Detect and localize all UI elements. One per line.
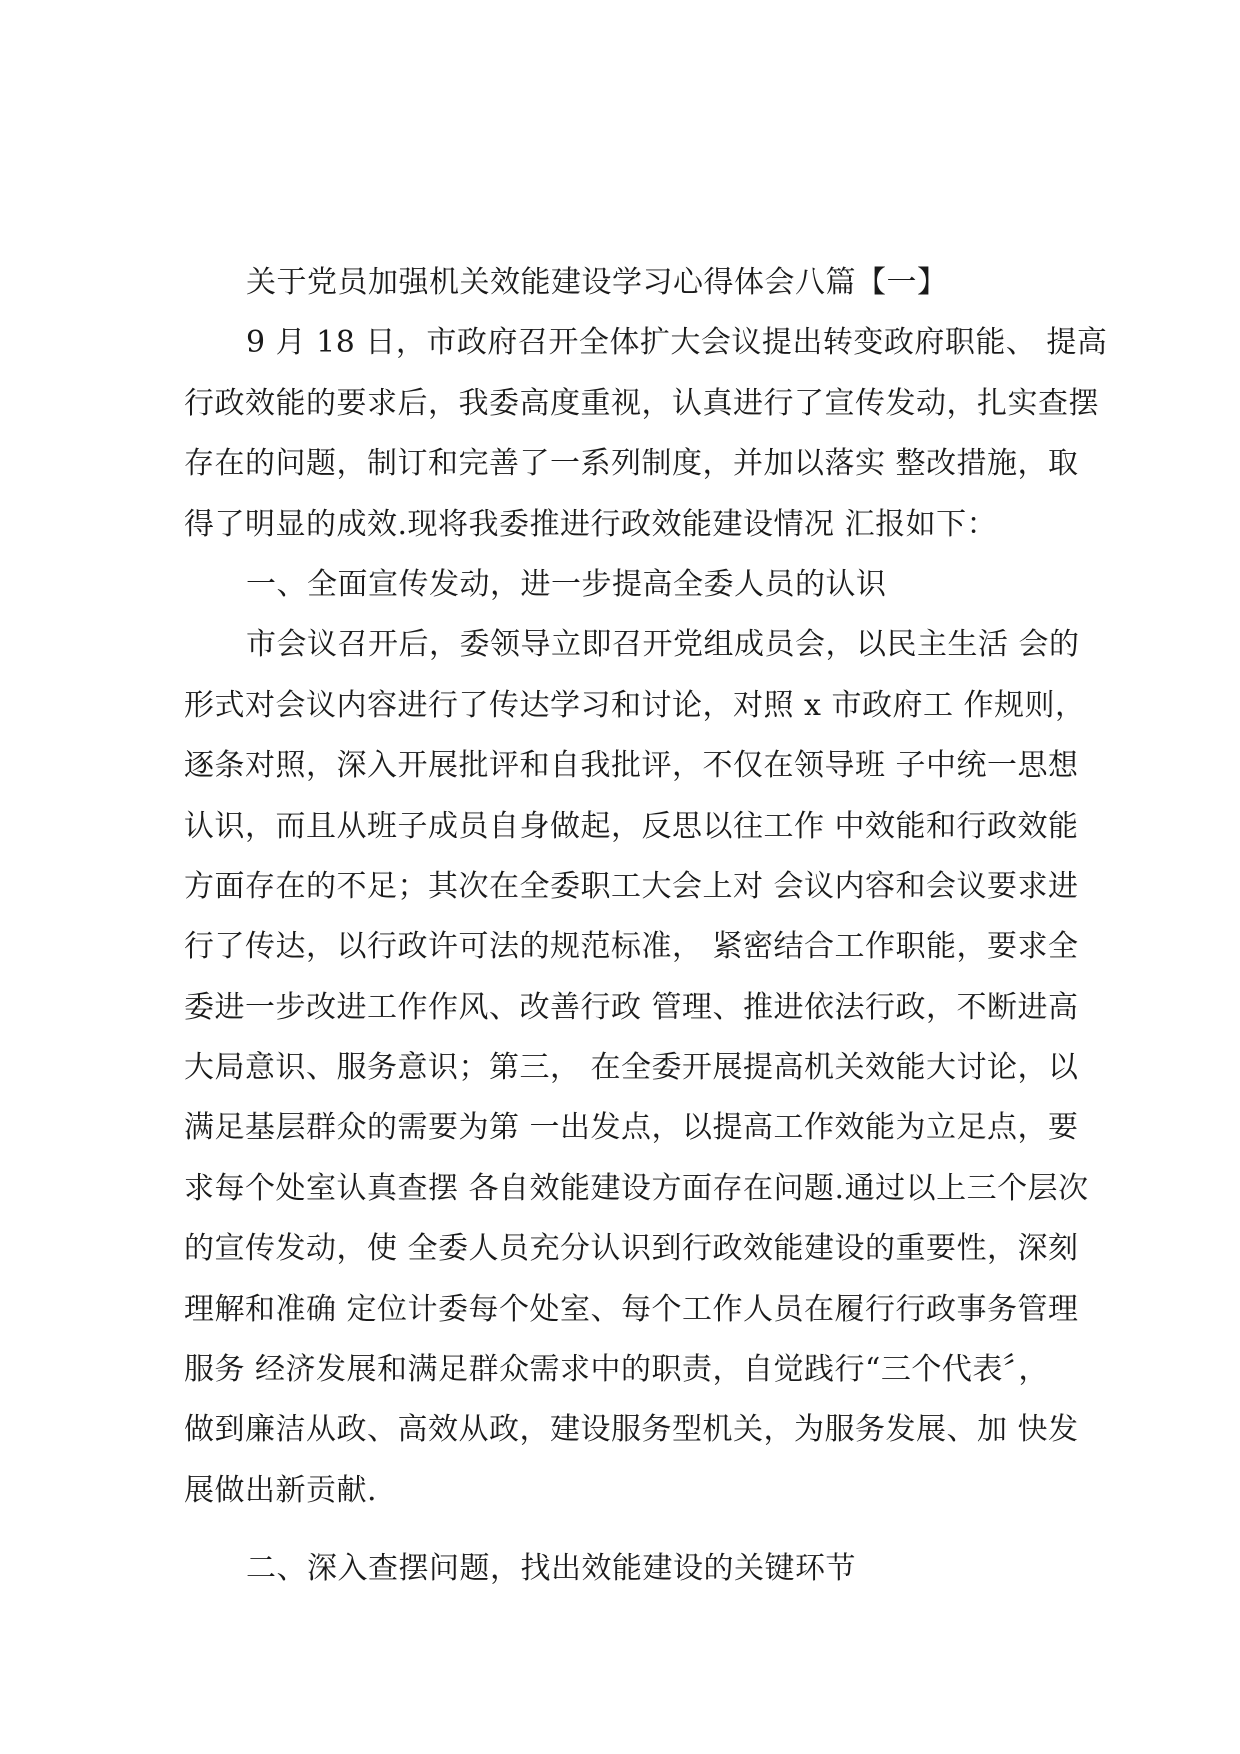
paragraph-line: 形式对会议内容进行了传达学习和讨论，对照 x 市政府工 作规则，: [184, 687, 1086, 723]
paragraph-line: 服务 经济发展和满足群众需求中的职责，自觉践行“三个代表〞，: [184, 1352, 1049, 1388]
section-heading-one: 一、全面宣传发动，进一步提高全委人员的认识: [246, 566, 887, 602]
paragraph-line: 大局意识、服务意识；第三， 在全委开展提高机关效能大讨论，以: [184, 1050, 1079, 1086]
paragraph-line: 行政效能的要求后，我委高度重视，认真进行了宣传发动，扎实查摆: [184, 385, 1099, 421]
paragraph-line: 方面存在的不足；其次在全委职工大会上对 会议内容和会议要求进: [184, 868, 1079, 904]
paragraph-line: 的宣传发动，使 全委人员充分认识到行政效能建设的重要性，深刻: [184, 1231, 1079, 1267]
paragraph-line: 9 月 18 日，市政府召开全体扩大会议提出转变政府职能、 提高: [246, 325, 1108, 361]
paragraph-line: 得了明显的成效.现将我委推进行政效能建设情况 汇报如下：: [184, 506, 998, 542]
spacer: [184, 1521, 1066, 1539]
paragraph-line: 认识，而且从班子成员自身做起，反思以往工作 中效能和行政效能: [184, 808, 1079, 844]
document-title: 关于党员加强机关效能建设学习心得体会八篇【一】: [246, 265, 948, 300]
paragraph-line: 市会议召开后，委领导立即召开党组成员会，以民主生活 会的: [246, 627, 1080, 663]
paragraph-line: 存在的问题，制订和完善了一系列制度，并加以落实 整改措施，取: [184, 446, 1079, 482]
paragraph-line: 做到廉洁从政、高效从政，建设服务型机关，为服务发展、加 快发: [184, 1412, 1079, 1448]
section-heading-two: 二、深入查摆问题，找出效能建设的关键环节: [246, 1551, 856, 1587]
paragraph-line: 逐条对照，深入开展批评和自我批评，不仅在领导班 子中统一思想: [184, 748, 1079, 784]
paragraph-line: 理解和准确 定位计委每个处室、每个工作人员在履行行政事务管理: [184, 1291, 1079, 1327]
paragraph-line: 满足基层群众的需要为第 一出发点，以提高工作效能为立足点，要: [184, 1110, 1079, 1146]
paragraph-line: 展做出新贡献.: [184, 1472, 378, 1508]
paragraph-line: 求每个处室认真查摆 各自效能建设方面存在问题.通过以上三个层次: [184, 1170, 1089, 1206]
paragraph-line: 委进一步改进工作作风、改善行政 管理、推进依法行政，不断进高: [184, 989, 1079, 1025]
document-body: [184, 253, 1108, 1600]
paragraph-line: 行了传达，以行政许可法的规范标准， 紧密结合工作职能，要求全: [184, 929, 1079, 965]
